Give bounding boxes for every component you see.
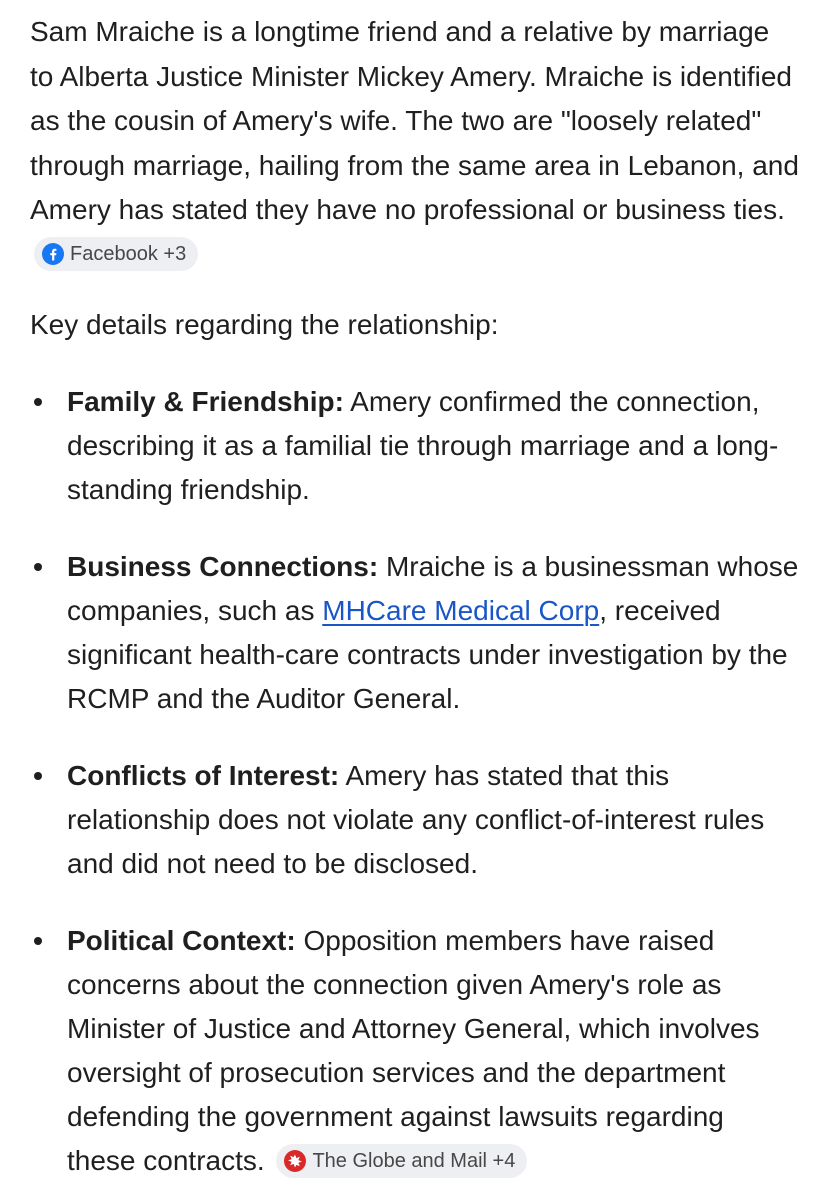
item-term: Family & Friendship: bbox=[67, 386, 344, 417]
list-item-conflicts bbox=[30, 754, 800, 886]
source-chip-facebook[interactable] bbox=[34, 237, 198, 271]
intro-text: Sam Mraiche is a longtime friend and a relative by marriage to Alberta Justice Minister Mickey Amery. Mraiche is identified as the cousin of Amery's wife. The two are "loosely related" through marriage, hailing from the same area in Lebanon, and Amery has stated they have no professional or business ties. bbox=[30, 16, 799, 225]
item-text: , received significant health-care contracts under investigation by the RCMP and the Auditor General. bbox=[67, 595, 788, 714]
item-text: Amery has stated that this relationship does not violate any conflict-of-interest rules and did not need to be disclosed. bbox=[67, 760, 765, 879]
source-chip-globe-and-mail[interactable] bbox=[276, 1144, 527, 1178]
list-item-political bbox=[30, 919, 800, 1183]
source-chip-label: The Globe and Mail +4 bbox=[312, 1149, 516, 1172]
item-text: Amery confirmed the connection, describing it as a familial tie through marriage and a long-standing friendship. bbox=[67, 386, 779, 505]
section-lead: Key details regarding the relationship: bbox=[30, 309, 499, 340]
item-text: Opposition members have raised concerns about the connection given Amery's role as Minister of Justice and Attorney General, which involves oversight of prosecution services and the department defending the government against lawsuits regarding these contracts. bbox=[67, 925, 760, 1176]
mhcare-medical-corp-link[interactable]: MHCare Medical Corp bbox=[322, 595, 600, 626]
details-list bbox=[30, 380, 800, 1183]
item-term: Business Connections: bbox=[67, 551, 379, 582]
facebook-icon bbox=[42, 243, 64, 265]
item-term: Conflicts of Interest: bbox=[67, 760, 340, 791]
item-text: Mraiche is a businessman whose companies, such as bbox=[67, 551, 799, 626]
list-item-business bbox=[30, 545, 800, 721]
list-item-family bbox=[30, 380, 800, 512]
globe-and-mail-icon bbox=[284, 1150, 306, 1172]
source-chip-label: Facebook +3 bbox=[70, 243, 187, 266]
item-term: Political Context: bbox=[67, 925, 296, 956]
intro-paragraph bbox=[30, 10, 800, 277]
